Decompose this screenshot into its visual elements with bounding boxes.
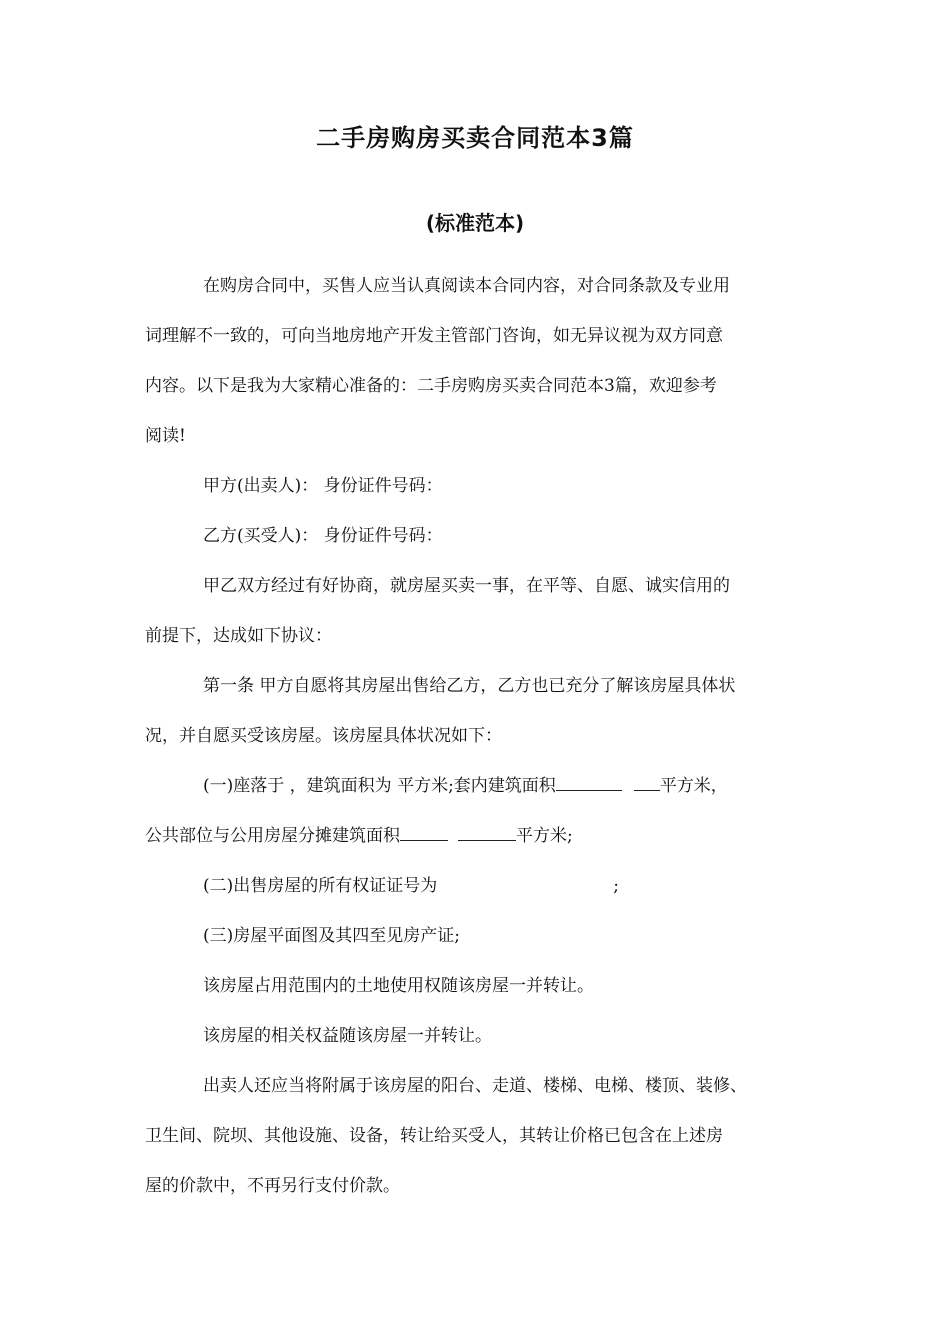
item-3-line: (三)房屋平面图及其四至见房产证; (203, 926, 460, 946)
article-1-line-2: 况，并自愿买受该房屋。该房屋具体状况如下： (145, 726, 502, 746)
item-2-line (203, 874, 619, 898)
article-1-line-1: 第一条 甲方自愿将其房屋出售给乙方，乙方也已充分了解该房屋具体状 (203, 676, 736, 696)
item-1-text: (一)座落于 ，建筑面积为 平方米;套内建筑面积 (203, 776, 556, 796)
item-1-line-1 (203, 774, 728, 798)
attachments-line-2: 卫生间、院坝、其他设施、设备，转让给买受人，其转让价格已包含在上述房 (145, 1126, 723, 1146)
fill-in-blank (458, 824, 516, 841)
item-2-text: (二)出售房屋的所有权证证号为 (203, 876, 438, 896)
fill-in-blank (556, 774, 622, 791)
item-2-end: ; (613, 876, 619, 896)
intro-line-2: 词理解不一致的，可向当地房地产开发主管部门咨询，如无异议视为双方同意 (145, 326, 723, 346)
land-use-line: 该房屋占用范围内的土地使用权随该房屋一并转让。 (203, 976, 594, 996)
intro-line-1: 在购房合同中，买售人应当认真阅读本合同内容，对合同条款及专业用 (203, 276, 730, 296)
attachments-line-1: 出卖人还应当将附属于该房屋的阳台、走道、楼梯、电梯、楼顶、装修、 (203, 1076, 747, 1096)
fill-in-blank (400, 824, 448, 841)
attachments-line-3: 屋的价款中，不再另行支付价款。 (145, 1176, 400, 1196)
item-1-shared-area-unit: 平方米; (516, 826, 573, 846)
party-a-line: 甲方(出卖人)： 身份证件号码： (203, 476, 443, 496)
intro-line-3: 内容。以下是我为大家精心准备的：二手房购房买卖合同范本3篇，欢迎参考 (145, 376, 717, 396)
agreement-line-1: 甲乙双方经过有好协商，就房屋买卖一事，在平等、自愿、诚实信用的 (203, 576, 730, 596)
party-b-line: 乙方(买受人)： 身份证件号码： (203, 526, 443, 546)
fill-in-blank (634, 774, 660, 791)
document-title: 二手房购房买卖合同范本3篇 (316, 124, 634, 152)
item-1-unit: 平方米， (659, 776, 728, 796)
rights-line: 该房屋的相关权益随该房屋一并转让。 (203, 1026, 492, 1046)
intro-line-4: 阅读! (145, 426, 186, 446)
item-1-shared-area-text: 公共部位与公用房屋分摊建筑面积 (145, 826, 400, 846)
document-subtitle: (标准范本) (425, 211, 525, 235)
item-1-line-2 (145, 824, 573, 848)
agreement-line-2: 前提下，达成如下协议： (145, 626, 332, 646)
